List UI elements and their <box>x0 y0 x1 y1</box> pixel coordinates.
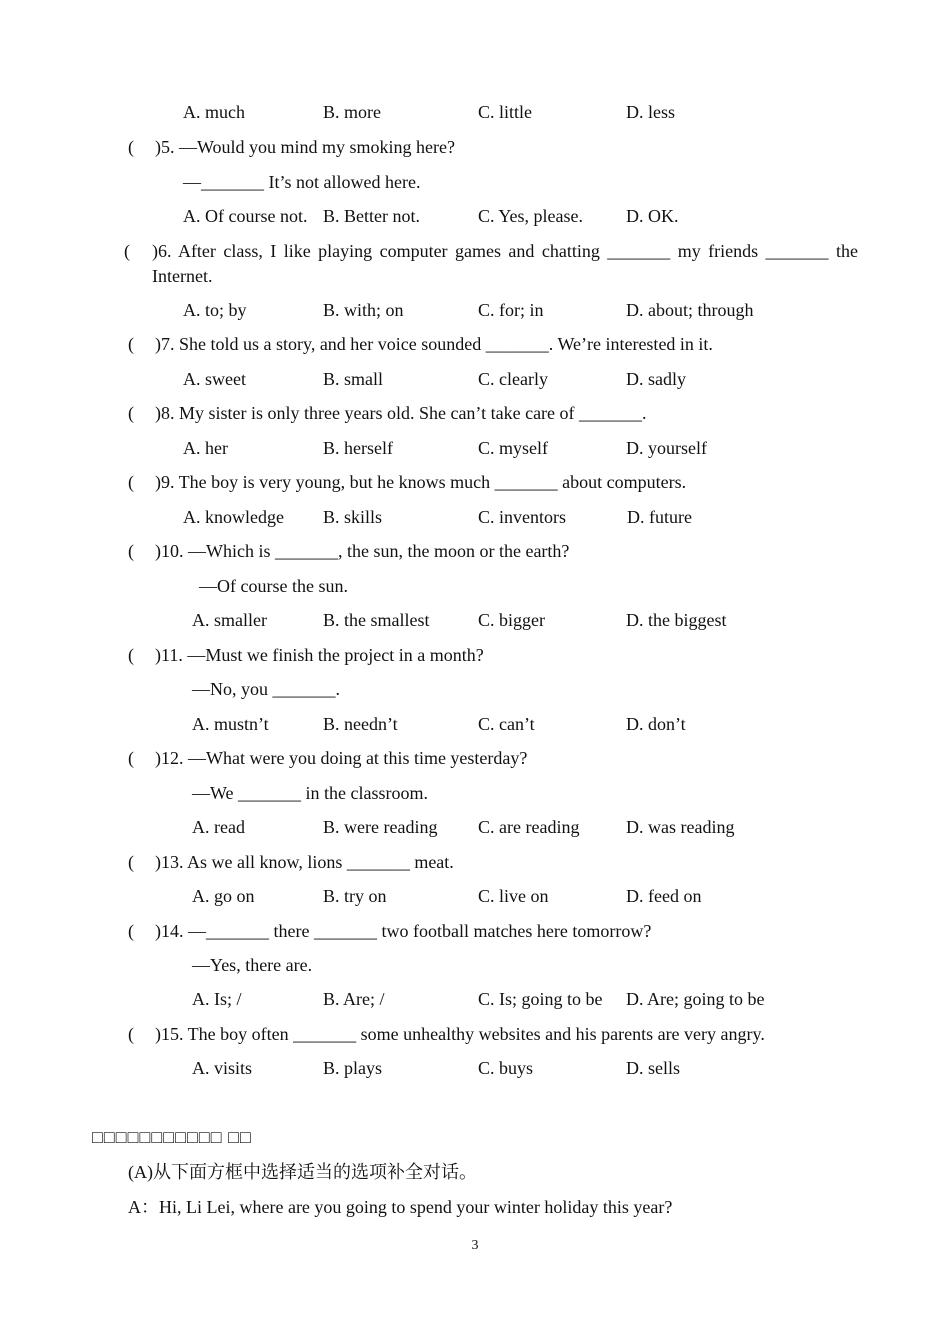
option-c: C. can’t <box>478 714 535 734</box>
answer-bracket: ( <box>128 1024 134 1044</box>
question-stem: )5. —Would you mind my smoking here? <box>155 137 456 157</box>
answer-bracket: ( <box>128 403 134 423</box>
question-reply: —No, you _______. <box>192 679 340 699</box>
option-b: B. the smallest <box>323 610 430 630</box>
question-stem: )14. —_______ there _______ two football matches here tomorrow? <box>155 921 652 941</box>
question-stem: )10. —Which is _______, the sun, the moon or the earth? <box>155 541 570 561</box>
option-a: A. knowledge <box>183 507 284 527</box>
option-d: D. future <box>627 507 692 527</box>
option-d: D. feed on <box>626 886 702 906</box>
part-a-instruction: (A)从下面方框中选择适当的选项补全对话。 <box>128 1162 477 1182</box>
option-a: A. Is; / <box>192 989 242 1009</box>
option-d: D. was reading <box>626 817 735 837</box>
option-c: C. Yes, please. <box>478 206 584 226</box>
option-b: B. try on <box>323 886 387 906</box>
option-b: B. skills <box>323 507 383 527</box>
option-c: C. are reading <box>478 817 580 837</box>
option-d: D. sadly <box>626 369 686 389</box>
option-d: D. sells <box>626 1058 680 1078</box>
option-b: B. herself <box>323 438 393 458</box>
option-c: C. Is; going to be <box>478 989 603 1009</box>
option-a: A. her <box>183 438 228 458</box>
option-c: C. buys <box>478 1058 534 1078</box>
option-d: D. don’t <box>626 714 686 734</box>
option-a: A. smaller <box>192 610 267 630</box>
option-d: D. the biggest <box>626 610 727 630</box>
dialogue-line: A：Hi, Li Lei, where are you going to spend your winter holiday this year? <box>128 1197 673 1217</box>
option-b: B. Better not. <box>323 206 420 226</box>
answer-bracket: ( <box>128 852 134 872</box>
question-reply: —_______ It’s not allowed here. <box>183 172 421 192</box>
answer-bracket: ( <box>128 921 134 941</box>
question-stem: )7. She told us a story, and her voice sounded _______. We’re interested in it. <box>155 334 713 354</box>
answer-bracket: ( <box>128 334 134 354</box>
option-a: A. go on <box>192 886 255 906</box>
section-heading: □□□□□□□□□□□ □□ <box>92 1127 252 1147</box>
question-stem: )8. My sister is only three years old. She can’t take care of _______. <box>155 403 647 423</box>
question-stem: )15. The boy often _______ some unhealthy websites and his parents are very angry. <box>155 1024 765 1044</box>
option-d: D. yourself <box>626 438 707 458</box>
option-c: C. myself <box>478 438 548 458</box>
option-c: C. bigger <box>478 610 545 630</box>
option-a: A. read <box>192 817 245 837</box>
option-b: B. more <box>323 102 381 122</box>
option-c: C. for; in <box>478 300 544 320</box>
answer-bracket: ( <box>128 472 134 492</box>
option-d: D. about; through <box>626 300 754 320</box>
question-stem: )11. —Must we finish the project in a month? <box>155 645 484 665</box>
answer-bracket: ( <box>128 137 134 157</box>
option-a: A. Of course not. <box>183 206 308 226</box>
question-reply: —Of course the sun. <box>199 576 348 596</box>
answer-bracket: ( <box>124 241 130 261</box>
option-c: C. inventors <box>478 507 566 527</box>
question-reply: —Yes, there are. <box>192 955 313 975</box>
option-a: A. sweet <box>183 369 246 389</box>
question-stem: )6. After class, I like playing computer games and chatting _______ my friends _______ the Internet. <box>152 241 858 286</box>
question-stem: )9. The boy is very young, but he knows much _______ about computers. <box>155 472 687 492</box>
option-a: A. visits <box>192 1058 253 1078</box>
option-c: C. little <box>478 102 532 122</box>
question-stem: )12. —What were you doing at this time yesterday? <box>155 748 528 768</box>
option-c: C. clearly <box>478 369 548 389</box>
answer-bracket: ( <box>128 645 134 665</box>
option-a: A. much <box>183 102 245 122</box>
option-d: D. OK. <box>626 206 679 226</box>
question-stem: )13. As we all know, lions _______ meat. <box>155 852 454 872</box>
option-a: A. to; by <box>183 300 247 320</box>
option-b: B. small <box>323 369 384 389</box>
option-d: D. less <box>626 102 675 122</box>
option-d: D. Are; going to be <box>626 989 765 1009</box>
option-b: B. plays <box>323 1058 383 1078</box>
option-b: B. Are; / <box>323 989 385 1009</box>
page-number: 3 <box>471 1238 479 1253</box>
option-a: A. mustn’t <box>192 714 269 734</box>
option-b: B. were reading <box>323 817 438 837</box>
answer-bracket: ( <box>128 541 134 561</box>
option-c: C. live on <box>478 886 549 906</box>
option-b: B. with; on <box>323 300 404 320</box>
option-b: B. needn’t <box>323 714 398 734</box>
question-reply: —We _______ in the classroom. <box>192 783 429 803</box>
answer-bracket: ( <box>128 748 134 768</box>
question-6 <box>0 240 950 288</box>
